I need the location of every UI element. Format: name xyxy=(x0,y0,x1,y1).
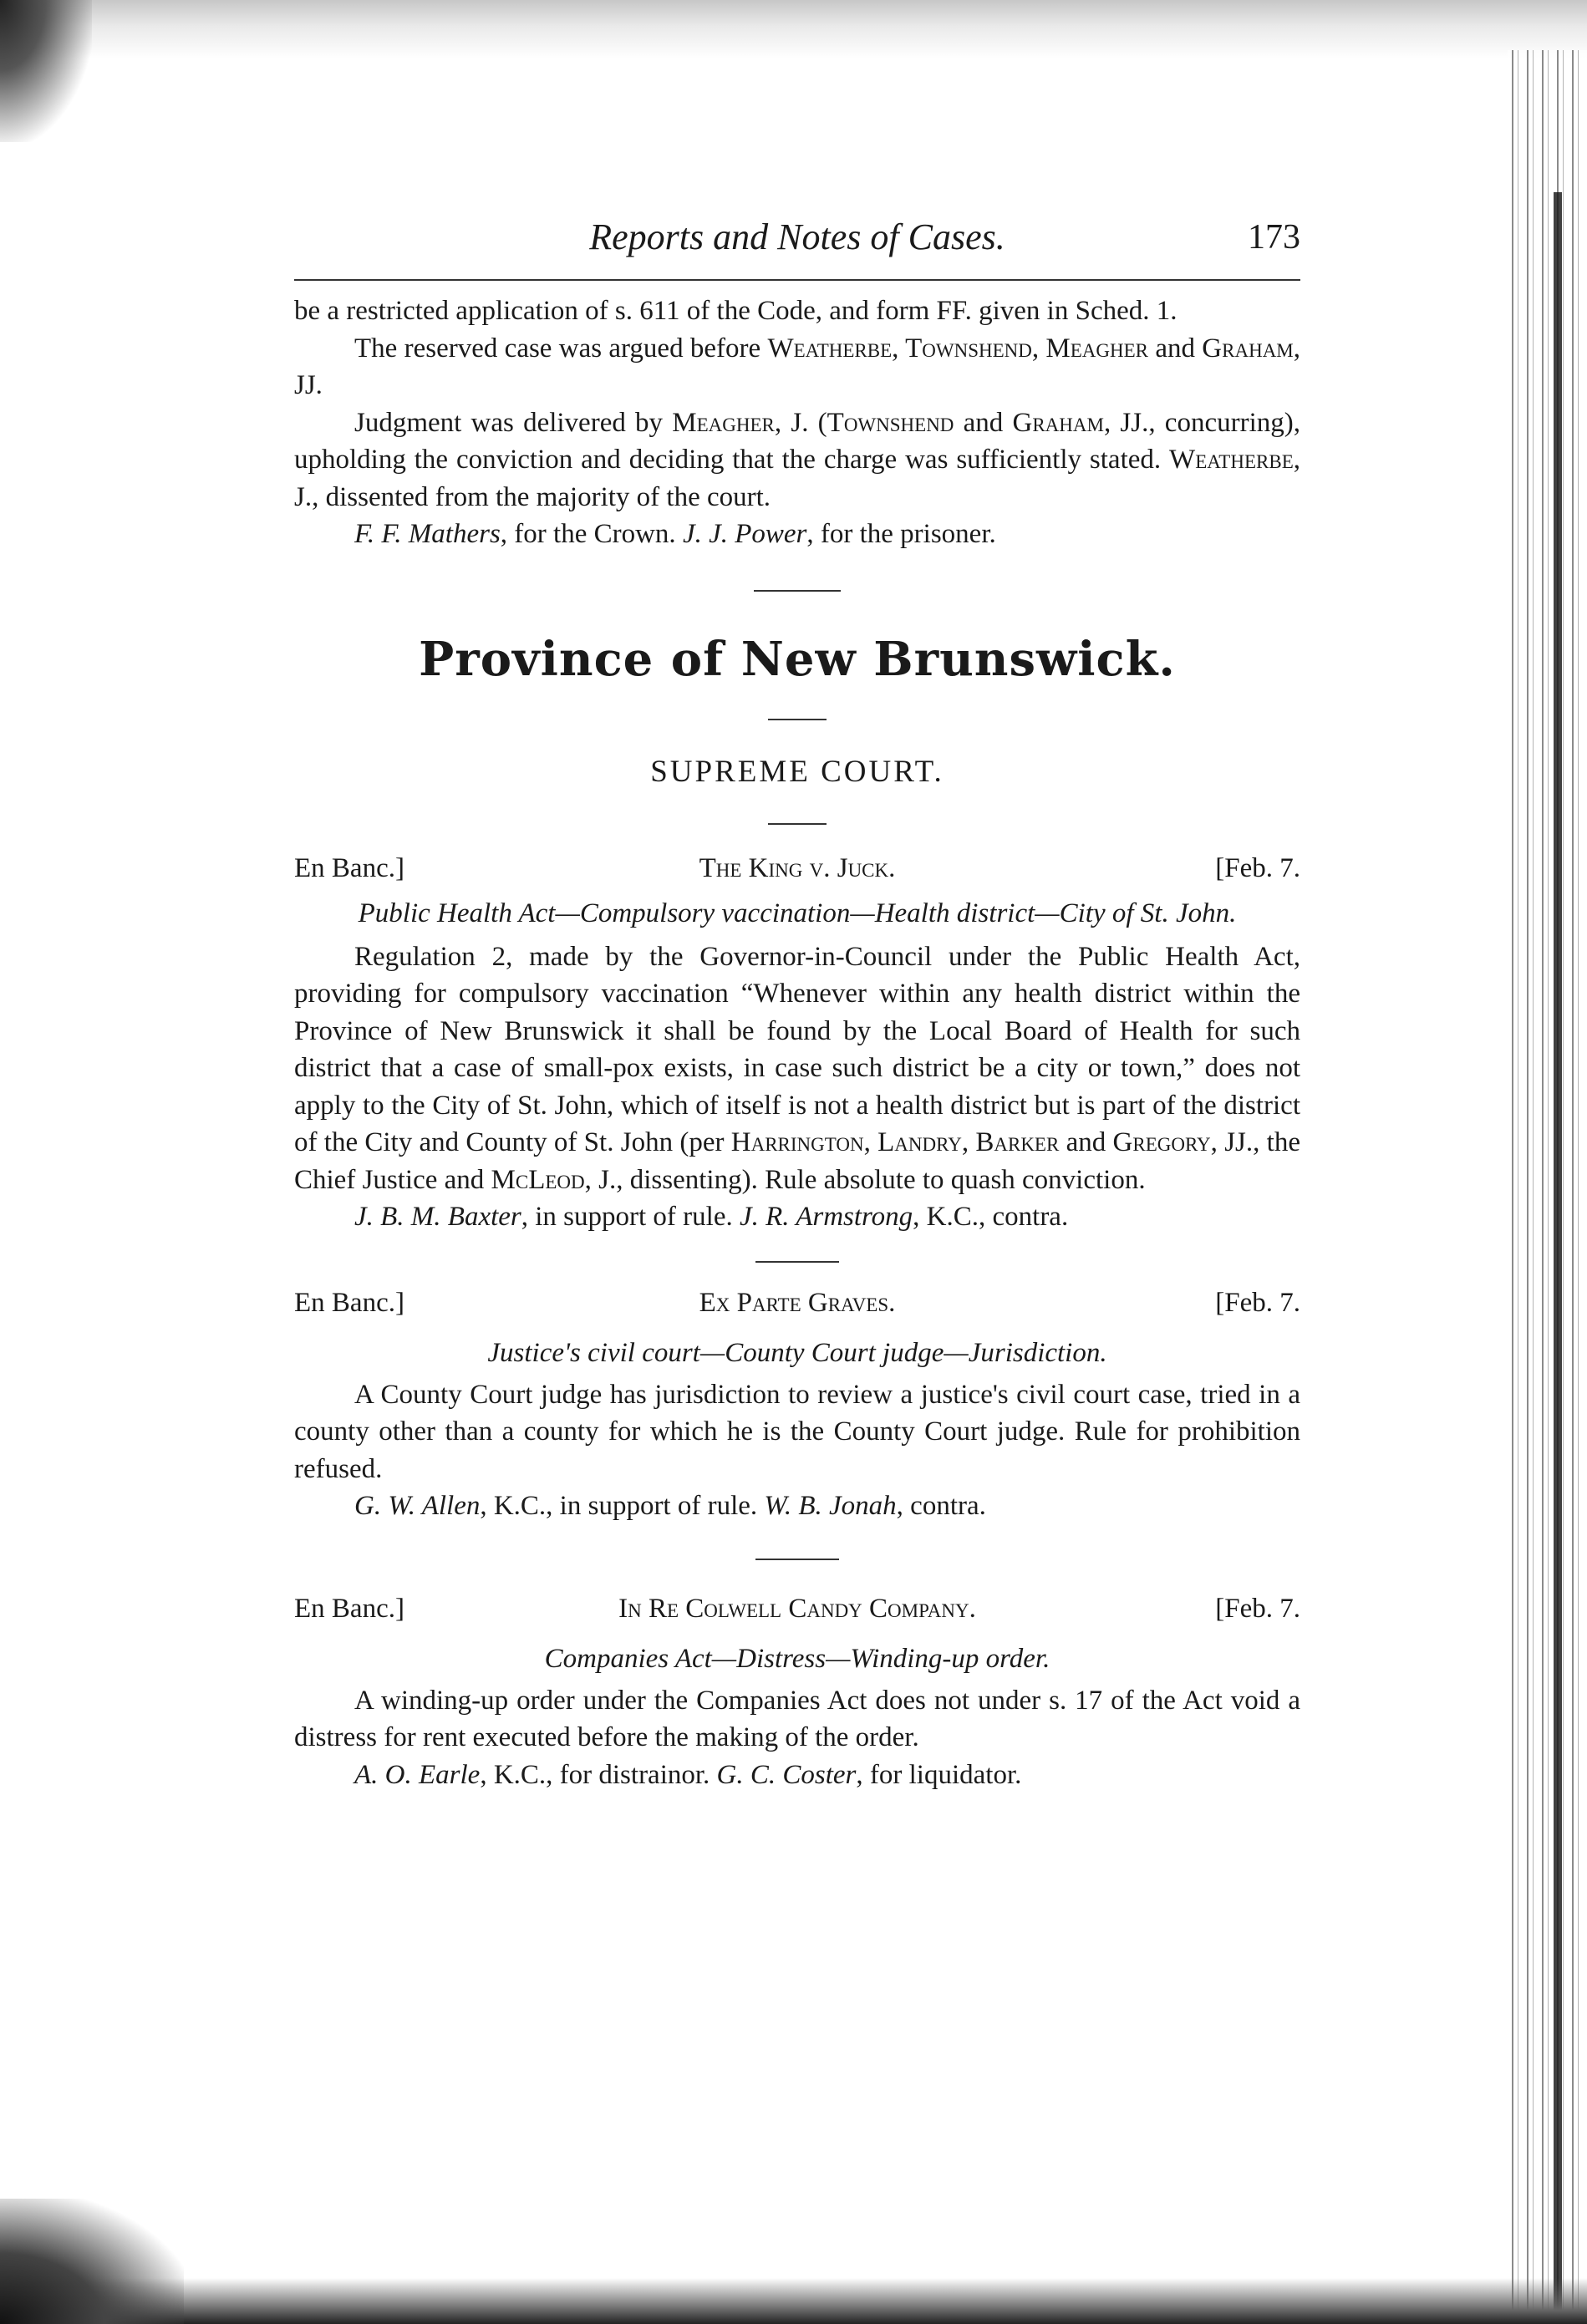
counsel-name: G. C. Coster xyxy=(716,1759,857,1790)
section-rule xyxy=(755,1559,839,1560)
case-banc: En Banc.] xyxy=(294,852,404,883)
text: , for the Crown. xyxy=(500,519,683,549)
case-body: A winding-up order under the Companies Act does not under s. 17 of the Act void a distress for rent executed before the making of the order. xyxy=(294,1685,1300,1752)
case-body xyxy=(294,938,1300,1199)
judge-names: Weatherbe, Townshend, Meagher xyxy=(767,333,1149,364)
text: , K.C., for distrainor. xyxy=(480,1759,717,1790)
case-title: In Re Colwell Candy Company. xyxy=(618,1593,976,1624)
running-title: Reports and Notes of Cases. xyxy=(589,216,1005,257)
scan-edge-corner xyxy=(0,0,92,142)
scan-edge-top xyxy=(0,0,1587,58)
text: and xyxy=(954,407,1013,438)
text: , K.C., in support of rule. xyxy=(480,1491,765,1521)
case-catchwords: Companies Act—Distress—Winding-up order. xyxy=(544,1643,1050,1674)
case-date: [Feb. 7. xyxy=(1215,1287,1300,1318)
judgment-paragraph xyxy=(294,404,1300,516)
text: The reserved case was argued before xyxy=(354,333,768,364)
counsel-name: J. R. Armstrong xyxy=(739,1202,913,1232)
case-catchwords: Justice's civil court—County Court judge—Jurisdiction. xyxy=(487,1337,1107,1368)
text: , for the prisoner. xyxy=(806,519,996,549)
judge-name: Graham xyxy=(1202,333,1294,364)
argued-paragraph xyxy=(294,330,1300,404)
case-header xyxy=(294,853,1300,890)
text: , J. ( xyxy=(774,407,827,438)
case-catchwords: Public Health Act—Compulsory vaccination—Health district—City of St. John. xyxy=(358,898,1237,928)
text: Regulation 2, made by the Governor-in-Council under the Public Health Act, providing for compulsory vaccination “Whenever within any health district within the Province of New Brunswick it shall be found by the Local Board of Health for such district that a case of small-pox exists, in case such district be a city or town,” does not apply to the City of St. John, which of itself is not a health district but is part of the district of the City and County of St. John (per xyxy=(294,941,1300,1157)
section-rule xyxy=(768,719,827,720)
case-header xyxy=(294,1288,1300,1325)
text: Judgment was delivered by xyxy=(354,407,673,438)
text: , JJ. xyxy=(294,333,1300,400)
head-rule xyxy=(294,279,1300,281)
running-head xyxy=(294,209,1300,267)
case-date: [Feb. 7. xyxy=(1215,852,1300,883)
section-rule xyxy=(754,590,841,592)
counsel-name: J. B. M. Baxter xyxy=(354,1202,521,1232)
counsel-line xyxy=(294,1487,1300,1525)
case-banc: En Banc.] xyxy=(294,1593,404,1624)
case-date: [Feb. 7. xyxy=(1215,1593,1300,1624)
text: , J., dissenting). Rule absolute to quash conviction. xyxy=(584,1164,1146,1195)
text: , in support of rule. xyxy=(521,1202,740,1232)
scan-edge-right xyxy=(1508,50,1587,2324)
text: , for liquidator. xyxy=(856,1759,1022,1790)
text: , JJ., the Chief Justice and xyxy=(294,1127,1300,1195)
scan-edge-bottom-corner xyxy=(0,2199,184,2324)
counsel-name: A. O. Earle xyxy=(354,1759,481,1790)
court-heading: SUPREME COURT. xyxy=(650,754,944,789)
section-rule xyxy=(768,823,827,825)
scan-binding-shadow xyxy=(1554,192,1562,2315)
counsel-line xyxy=(294,516,1300,553)
page-number: 173 xyxy=(1248,218,1300,257)
judge-names: Harrington, Landry, Barker xyxy=(730,1127,1060,1157)
judge-name: Weatherbe xyxy=(1169,445,1294,475)
scan-edge-bottom xyxy=(0,2278,1587,2324)
section-rule xyxy=(755,1261,839,1263)
counsel-line xyxy=(294,1757,1300,1794)
judge-name: Graham xyxy=(1012,407,1104,438)
judge-name: Townshend xyxy=(827,407,954,438)
counsel-name: W. B. Jonah xyxy=(764,1491,897,1521)
text: , JJ., concurring), upholding the conviction and deciding that the charge was sufficiently stated. xyxy=(294,407,1300,475)
case-title: Ex Parte Graves. xyxy=(699,1287,896,1318)
case-header xyxy=(294,1594,1300,1630)
page xyxy=(294,209,1300,1793)
counsel-name: G. W. Allen xyxy=(354,1491,481,1521)
text: and xyxy=(1059,1127,1113,1157)
case-body: A County Court judge has jurisdiction to review a justice's civil court case, tried in a county other than a county for which he is the County Court judge. Rule for prohibition refused. xyxy=(294,1379,1300,1484)
judge-name: Gregory xyxy=(1112,1127,1211,1157)
counsel-name: F. F. Mathers xyxy=(354,519,501,549)
province-heading: Province of New Brunswick. xyxy=(419,631,1176,687)
text: , contra. xyxy=(896,1491,986,1521)
text: and xyxy=(1148,333,1203,364)
counsel-line xyxy=(294,1198,1300,1236)
text: , J., dissented from the majority of the court. xyxy=(294,445,1300,512)
case-title: The King v. Juck. xyxy=(699,852,896,883)
judge-name: McLeod xyxy=(491,1164,585,1195)
counsel-name: J. J. Power xyxy=(682,519,807,549)
judge-name: Meagher xyxy=(672,407,775,438)
text: , K.C., contra. xyxy=(913,1202,1069,1232)
case-banc: En Banc.] xyxy=(294,1287,404,1318)
intro-paragraph: be a restricted application of s. 611 of the Code, and form FF. given in Sched. 1. xyxy=(294,296,1178,326)
